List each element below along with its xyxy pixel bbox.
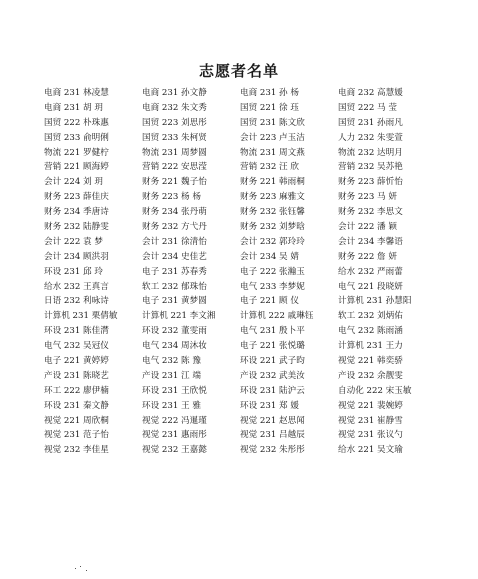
volunteer-entry: 计算机 231 栗倩敏 (44, 311, 118, 322)
volunteer-entry: 电气 232 陈 豫 (142, 356, 201, 367)
volunteer-entry: 会计 231 徐清怡 (142, 236, 207, 247)
volunteer-entry: 物流 231 周文燕 (240, 147, 305, 158)
volunteer-entry: 财务 232 方弋丹 (142, 222, 207, 233)
volunteer-entry: 环设 231 陈佳潸 (44, 326, 109, 337)
volunteer-entry: 视觉 221 韩奕骄 (338, 356, 403, 367)
volunteer-entry: 环设 231 秦文静 (44, 400, 109, 411)
volunteer-entry: 电商 231 胡 玥 (44, 102, 103, 113)
volunteer-entry: 国贸 221 徐 珏 (240, 102, 299, 113)
volunteer-entry: 视觉 231 崔静雪 (338, 415, 403, 426)
volunteer-entry: 物流 231 周梦圆 (142, 147, 207, 158)
volunteer-entry: 环设 231 郑 媛 (240, 400, 299, 411)
volunteer-entry: 财务 223 薛佳庆 (44, 192, 109, 203)
volunteer-entry: 财务 232 陆静雯 (44, 222, 109, 233)
volunteer-entry: 财务 234 季唐诗 (44, 207, 109, 218)
volunteer-entry: 计算机 222 戚琳钰 (240, 311, 314, 322)
volunteer-entry: 国贸 233 朱柯贤 (142, 132, 207, 143)
volunteer-entry: 电气 234 周沐妆 (142, 341, 207, 352)
volunteer-entry: 国贸 222 朴珠惠 (44, 117, 109, 128)
volunteer-entry: 电商 232 高慧媛 (338, 88, 403, 98)
volunteer-entry: 电子 221 张悦璐 (240, 341, 305, 352)
volunteer-entry: 电气 232 陈雨涵 (338, 326, 403, 337)
volunteer-entry: 会计 223 卢玉洁 (240, 132, 305, 143)
volunteer-entry: 会计 234 史佳艺 (142, 251, 207, 262)
volunteer-entry: 视觉 231 吕越辰 (240, 430, 305, 441)
volunteer-entry: 国贸 233 俞明俐 (44, 132, 109, 143)
volunteer-entry: 给水 221 吴文瑜 (338, 445, 403, 456)
volunteer-entry: 电子 221 顾 仪 (240, 296, 299, 307)
volunteer-name-grid (44, 86, 464, 458)
volunteer-entry: 环设 232 董雯雨 (142, 326, 207, 337)
volunteer-entry: 营销 221 顾海婷 (44, 162, 109, 173)
volunteer-entry: 会计 234 吴 婧 (240, 251, 299, 262)
volunteer-entry: 物流 232 达明月 (338, 147, 403, 158)
volunteer-entry: 会计 222 袁 梦 (44, 236, 103, 247)
volunteer-entry: 会计 234 李馨语 (338, 236, 403, 247)
volunteer-entry: 电商 231 林凌慧 (44, 88, 109, 98)
volunteer-entry: 视觉 232 朱彤彤 (240, 445, 305, 456)
volunteer-entry: 视觉 231 惠雨彤 (142, 430, 207, 441)
volunteer-entry: 财务 221 魏子怡 (142, 177, 207, 188)
volunteer-entry: 计算机 231 王力 (338, 341, 403, 352)
volunteer-entry: 电商 231 孙文静 (142, 88, 207, 98)
volunteer-entry: 环设 231 王 雅 (142, 400, 201, 411)
volunteer-entry: 国贸 231 孙雨凡 (338, 117, 403, 128)
volunteer-entry: 营销 232 汪 欣 (240, 162, 299, 173)
volunteer-entry: 电子 222 张瀚玉 (240, 266, 305, 277)
volunteer-entry: 电气 232 吴冠仪 (44, 341, 109, 352)
volunteer-entry: 国贸 223 刘思彤 (142, 117, 207, 128)
volunteer-entry: 视觉 222 冯暹瑾 (142, 415, 207, 426)
volunteer-entry: 营销 222 安思滢 (142, 162, 207, 173)
volunteer-entry: 电气 233 李梦妮 (240, 281, 305, 292)
volunteer-entry: 日语 232 利咏诗 (44, 296, 109, 307)
volunteer-entry: 电子 231 苏春秀 (142, 266, 207, 277)
volunteer-entry: 财务 223 薛忻怡 (338, 177, 403, 188)
volunteer-entry: 电商 231 孙 杨 (240, 88, 299, 98)
scan-speck (80, 566, 81, 567)
volunteer-entry: 产设 232 武美汝 (240, 370, 305, 381)
volunteer-entry: 计算机 231 孙慧阳 (338, 296, 412, 307)
volunteer-entry: 会计 232 郭玲玲 (240, 236, 305, 247)
volunteer-entry: 软工 232 刘炳佑 (338, 311, 403, 322)
volunteer-entry: 国贸 222 马 莹 (338, 102, 397, 113)
volunteer-entry: 自动化 222 宋玉敏 (338, 385, 412, 396)
document-title: 志愿者名单 (198, 62, 279, 80)
volunteer-entry: 软工 232 郁珠怡 (142, 281, 207, 292)
volunteer-entry: 电子 231 黄梦圆 (142, 296, 207, 307)
volunteer-entry: 产设 231 江 端 (142, 370, 201, 381)
volunteer-entry: 环设 231 邱 玲 (44, 266, 103, 277)
volunteer-entry: 财务 223 杨 杨 (142, 192, 201, 203)
scan-speck (86, 570, 87, 571)
volunteer-entry: 产设 231 陈晓艺 (44, 370, 109, 381)
volunteer-entry: 给水 232 严雨蕾 (338, 266, 403, 277)
volunteer-entry: 国贸 231 陈文欣 (240, 117, 305, 128)
volunteer-entry: 环工 222 廖伊楠 (44, 385, 109, 396)
volunteer-entry: 会计 222 潘 颖 (338, 222, 397, 233)
volunteer-entry: 财务 223 马 妍 (338, 192, 397, 203)
volunteer-entry: 会计 234 顾洪羽 (44, 251, 109, 262)
volunteer-entry: 财务 232 李思文 (338, 207, 403, 218)
volunteer-entry: 视觉 231 张议勺 (338, 430, 403, 441)
volunteer-entry: 财务 234 张丹萌 (142, 207, 207, 218)
volunteer-entry: 电气 221 段晓妍 (338, 281, 403, 292)
volunteer-entry: 营销 232 吴苏艳 (338, 162, 403, 173)
volunteer-entry: 财务 222 詹 妍 (338, 251, 397, 262)
volunteer-entry: 视觉 221 周欣桐 (44, 415, 109, 426)
volunteer-entry: 视觉 221 赵思闻 (240, 415, 305, 426)
scan-speck (75, 568, 76, 569)
volunteer-entry: 人力 232 朱雯萱 (338, 132, 403, 143)
volunteer-entry: 财务 223 麻雅文 (240, 192, 305, 203)
volunteer-entry: 物流 221 罗健柠 (44, 147, 109, 158)
volunteer-entry: 视觉 232 李佳星 (44, 445, 109, 456)
volunteer-entry: 视觉 221 裴婉婷 (338, 400, 403, 411)
volunteer-entry: 环设 221 武子昀 (240, 356, 305, 367)
volunteer-entry: 财务 232 张钰馨 (240, 207, 305, 218)
volunteer-entry: 会计 224 刘 玥 (44, 177, 103, 188)
volunteer-entry: 财务 221 韩雨桐 (240, 177, 305, 188)
volunteer-entry: 产设 232 余靓雯 (338, 370, 403, 381)
volunteer-entry: 环设 231 王欣悦 (142, 385, 207, 396)
volunteer-entry: 计算机 221 李文湘 (142, 311, 216, 322)
volunteer-entry: 电子 221 黄婷婷 (44, 356, 109, 367)
volunteer-entry: 视觉 231 范子怡 (44, 430, 109, 441)
volunteer-entry: 电气 231 殷卜平 (240, 326, 305, 337)
volunteer-entry: 视觉 232 王嘉懿 (142, 445, 207, 456)
volunteer-entry: 环设 231 陆沪云 (240, 385, 305, 396)
volunteer-entry: 财务 232 刘梦晗 (240, 222, 305, 233)
volunteer-entry: 给水 232 王真言 (44, 281, 109, 292)
volunteer-entry: 电商 232 朱文秀 (142, 102, 207, 113)
